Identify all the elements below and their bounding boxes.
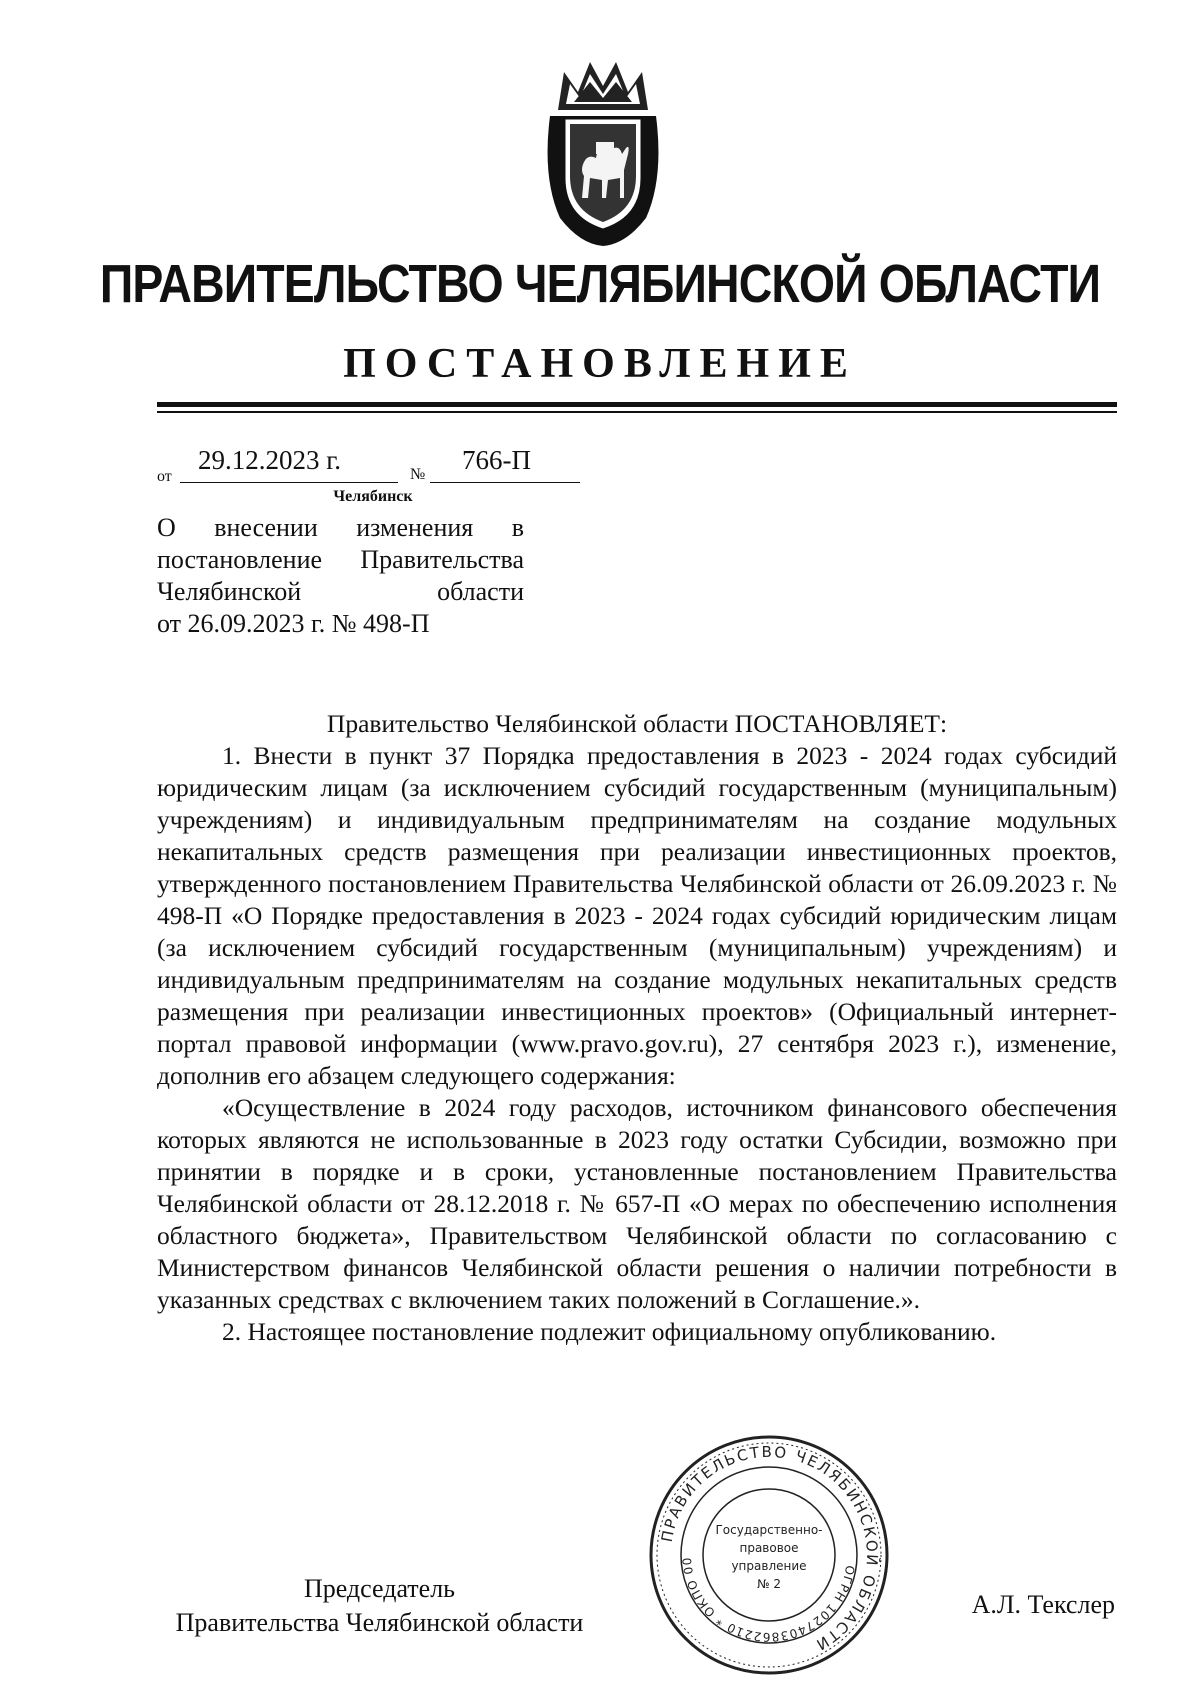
stamp-inner-line: правовое: [739, 1541, 799, 1555]
paragraph-quote: «Осуществление в 2024 году расходов, источником финансового обеспечения которых являются не использованные в 2023 году остатки Субсидии, возможно при принятии в порядке и в сроки, установленные постановлением Правительства Челябинской области от 28.12.2018 г. № 657-П «О мерах по обеспечению исполнения областного бюджета», Правительством Челябинской области по согласованию с Министерством финансов Челябинской области решения о наличии потребности в указанных средствах с включением таких положений в Соглашение.».: [157, 1093, 1117, 1314]
stamp-outer-text: ПРАВИТЕЛЬСТВО ЧЕЛЯБИНСКОЙ ОБЛАСТИ: [657, 1442, 882, 1655]
stamp-inner-line: Государственно-: [715, 1523, 823, 1537]
subject-line: от 26.09.2023 г. № 498-П: [157, 609, 430, 638]
signatory-title-line: Председатель: [303, 1574, 456, 1603]
from-label: от: [157, 468, 172, 485]
number-underline: [430, 482, 580, 483]
document-date: 29.12.2023 г.: [198, 445, 342, 475]
subject-line: постановление Правительства: [157, 545, 524, 574]
document-subject: [157, 512, 524, 640]
date-underline: [180, 482, 398, 483]
document-type-heading: ПОСТАНОВЛЕНИЕ: [343, 341, 857, 387]
document-body: [157, 708, 1117, 1348]
stamp-inner-line: управление: [731, 1559, 807, 1573]
stamp-inner-line: № 2: [757, 1577, 781, 1591]
header-divider-thin: [157, 411, 1117, 413]
header-divider: [157, 402, 1117, 407]
paragraph-item-1: 1. Внести в пункт 37 Порядка предоставления в 2023 - 2024 годах субсидий юридическим лицам (за исключением субсидий государственным (муниципальным) учреждениям) и индивидуальным предпринимателям на создание модульных некапитальных средств размещения при реализации инвестиционных проектов, утвержденного постановлением Правительства Челябинской области от 26.09.2023 г. № 498-П «О Порядке предоставления в 2023 - 2024 годах субсидий юридическим лицам (за исключением субсидий государственным (муниципальным) учреждениям) и индивидуальным предпринимателям на создание модульных некапитальных средств размещения при реализации инвестиционных проектов» (Официальный интернет-портал правовой информации (www.pravo.gov.ru), 27 сентября 2023 г.), изменение, дополнив его абзацем следующего содержания:: [157, 741, 1117, 1090]
subject-line: Челябинской области: [157, 577, 524, 606]
official-stamp-icon: [644, 1430, 894, 1680]
decree-line: Правительство Челябинской области ПОСТАНОВЛЯЕТ:: [326, 709, 948, 738]
stamp-codes-text: ОГРН 1027403862210 * ОКПО 00: [679, 1556, 858, 1645]
number-label: №: [410, 466, 426, 483]
signatory-title: [157, 1572, 602, 1640]
organization-title: ПРАВИТЕЛЬСТВО ЧЕЛЯБИНСКОЙ ОБЛАСТИ: [99, 254, 1101, 314]
subject-line: О внесении изменения в: [157, 513, 524, 542]
signatory-name: А.Л. Текслер: [971, 1590, 1115, 1619]
signatory-title-line: Правительства Челябинской области: [175, 1608, 584, 1637]
document-number: 766-П: [462, 445, 531, 475]
city-label: Челябинск: [333, 488, 413, 505]
coat-of-arms-icon: [540, 58, 666, 248]
paragraph-item-2: 2. Настоящее постановление подлежит официальному опубликованию.: [222, 1317, 997, 1346]
